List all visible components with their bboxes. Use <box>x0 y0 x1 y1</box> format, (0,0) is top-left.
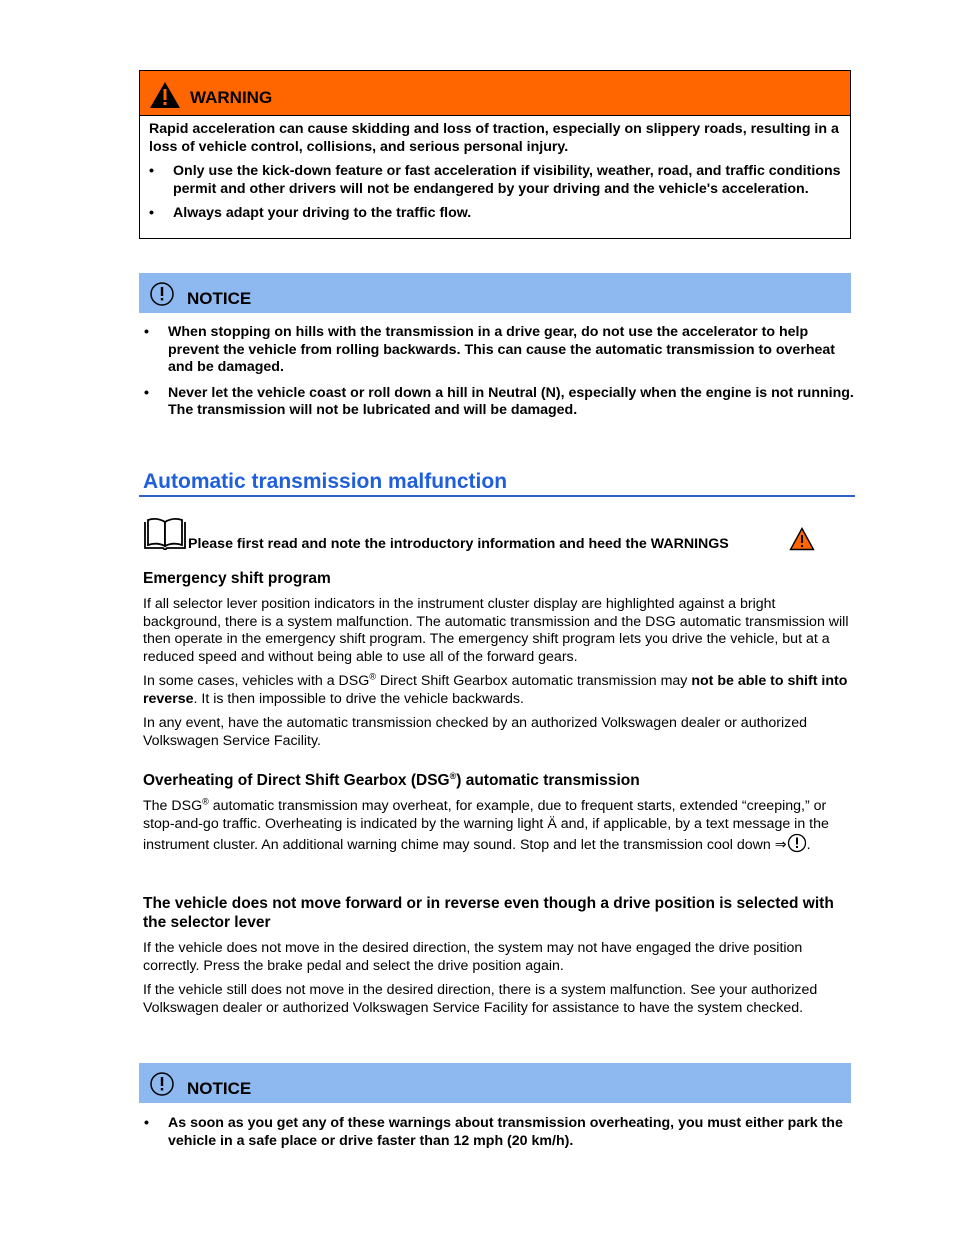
warning-intro: Rapid acceleration can cause skidding and loss of traction, especially on slippery roads, resulting in a loss of vehicle control, collisions, and serious personal injury. <box>149 121 839 155</box>
intro-line <box>143 516 863 552</box>
warning-triangle-icon <box>789 527 815 551</box>
nomove-text <box>143 940 855 1024</box>
warning-box <box>139 70 851 239</box>
emergency-heading: Emergency shift program <box>143 570 331 587</box>
section-title: Automatic transmission malfunction <box>143 470 508 493</box>
overheat-heading: Overheating of Direct Shift Gearbox (DSG®) automatic transmission <box>143 770 640 789</box>
paragraph: If the vehicle does not move in the desired direction, the system may not have engaged the drive position correctly. Press the brake pedal and select the drive position again. <box>143 940 803 974</box>
warning-title: WARNING <box>190 88 273 107</box>
notice-list <box>144 324 854 428</box>
warning-light-symbol: Ä <box>547 815 557 832</box>
overheat-text <box>143 798 855 862</box>
notice-exclamation-icon <box>787 833 807 853</box>
bullet-icon: • <box>144 1115 149 1131</box>
notice-header <box>139 273 851 313</box>
notice-list <box>144 1115 854 1158</box>
paragraph: If all selector lever position indicators in the instrument cluster display are highlighted against a bright background, there is a system malfunction. The automatic transmission and the DSG automatic transmission will then operate in the emergency shift program. The emergency shift program lets you drive the vehicle, but at a reduced speed and without being able to use all of the forward gears. <box>143 596 849 665</box>
nomove-heading: The vehicle does not move forward or in reverse even though a drive position is selected with the selector lever <box>143 895 834 931</box>
open-book-icon <box>143 516 187 550</box>
notice-item: • As soon as you get any of these warnings about transmission overheating, you must either park the vehicle in a safe place or drive faster than 12 mph (20 km/h). <box>144 1115 843 1149</box>
notice-item: • Never let the vehicle coast or roll down a hill in Neutral (N), especially when the engine is not running. The transmission will not be lubricated and will be damaged. <box>144 384 854 418</box>
warning-triangle-icon <box>148 80 182 110</box>
warning-header <box>140 71 850 116</box>
paragraph: In some cases, vehicles with a DSG® Direct Shift Gearbox automatic transmission may not be able to shift into reverse. It is then impossible to drive the vehicle backwards. <box>143 671 848 707</box>
emergency-text <box>143 596 855 757</box>
warning-item: • Only use the kick-down feature or fast acceleration if visibility, weather, road, and traffic conditions permit and other drivers will not be endangered by your driving and the vehicle's acceleration. <box>149 163 841 197</box>
arrow-symbol: ⇒ <box>774 837 787 853</box>
bullet-icon: • <box>149 163 154 179</box>
warning-item: • Always adapt your driving to the traffic flow. <box>149 205 472 221</box>
notice-exclamation-icon <box>149 281 175 307</box>
notice-title: NOTICE <box>187 289 252 308</box>
bullet-icon: • <box>149 205 154 221</box>
paragraph: If the vehicle still does not move in the desired direction, there is a system malfunction. See your authorized Volkswagen dealer or authorized Volkswagen Service Facility for assistance to have the system checked. <box>143 982 818 1016</box>
notice-title: NOTICE <box>187 1079 252 1098</box>
bullet-icon: • <box>144 384 149 401</box>
notice-item: • When stopping on hills with the transmission in a drive gear, do not use the accelerator to help prevent the vehicle from rolling backwards. This can cause the automatic transmission to overheat and be damaged. <box>144 324 836 375</box>
paragraph: The DSG® automatic transmission may overheat, for example, due to frequent starts, extended “creeping,” or stop-and-go traffic. Overheating is indicated by the warning light Ä and, if applicable, by a text message in the instrument cluster. An additional warning chime may sound. Stop and let the transmission cool down ⇒ . <box>143 796 829 853</box>
bullet-icon: • <box>144 324 149 340</box>
notice-header <box>139 1063 851 1103</box>
intro-text: Please first read and note the introductory information and heed the WARNINGS <box>188 536 729 552</box>
paragraph: In any event, have the automatic transmission checked by an authorized Volkswagen dealer or authorized Volkswagen Service Facility. <box>143 715 808 749</box>
warning-body <box>140 116 850 223</box>
section-divider <box>139 495 855 497</box>
notice-exclamation-icon <box>149 1071 175 1097</box>
